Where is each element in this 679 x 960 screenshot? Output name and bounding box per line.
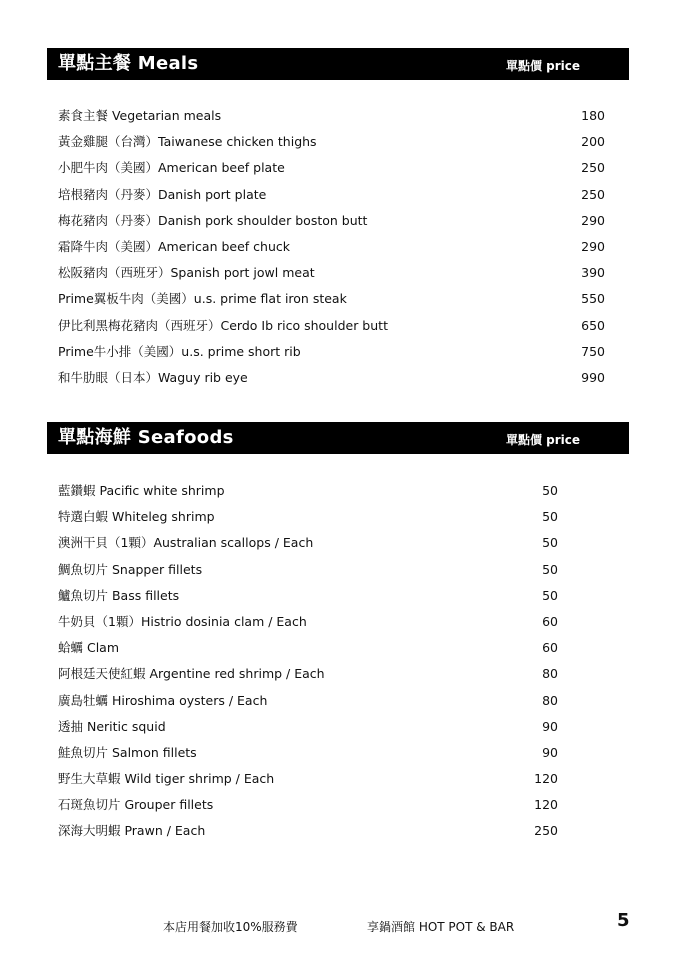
menu-item (47, 316, 629, 342)
menu-item (47, 237, 629, 263)
item-price: 550 (581, 291, 605, 307)
item-name: Prime翼板牛肉（美國）u.s. prime flat iron steak (58, 291, 347, 307)
item-price: 250 (534, 823, 558, 839)
item-price: 60 (542, 613, 558, 629)
item-name: 藍鑽蝦 Pacific white shrimp (58, 483, 225, 498)
menu-item (47, 743, 629, 769)
item-price: 50 (542, 535, 558, 551)
menu-item (47, 638, 629, 664)
item-name: 深海大明蝦 Prawn / Each (58, 823, 206, 839)
seafoods-title: 單點海鮮 Seafoods (58, 427, 234, 448)
item-name: 透抽 Neritic squid (58, 718, 166, 734)
item-name: Prime牛小排（美國）u.s. prime short rib (58, 343, 301, 359)
menu-item (47, 795, 629, 821)
item-name: 廣島牡蠣 Hiroshima oysters / Each (58, 692, 268, 708)
meals-title: 單點主餐 Meals (58, 53, 199, 74)
menu-item (47, 158, 629, 184)
item-price: 120 (534, 797, 558, 813)
menu-item (47, 586, 629, 612)
item-price: 650 (581, 317, 605, 333)
menu-item (47, 481, 629, 507)
item-name: 小肥牛肉（美國）American beef plate (58, 160, 285, 176)
menu-item (47, 211, 629, 237)
item-name: 蛤蠣 Clam (58, 640, 120, 656)
item-price: 50 (542, 483, 558, 498)
restaurant-brand: 享鍋酒館 HOT POT & BAR (367, 920, 515, 934)
menu-item (47, 612, 629, 638)
menu-item (47, 691, 629, 717)
meals-price-label: 單點價 price (506, 59, 581, 73)
item-name: 鱸魚切片 Bass fillets (58, 587, 180, 603)
item-price: 50 (542, 509, 558, 525)
item-name: 霜降牛肉（美國）American beef chuck (58, 238, 290, 254)
item-name: 鮭魚切片 Salmon fillets (58, 744, 197, 760)
item-price: 990 (581, 369, 605, 385)
menu-item (47, 769, 629, 795)
item-name: 石斑魚切片 Grouper fillets (58, 797, 214, 813)
seafoods-section (47, 422, 629, 839)
menu-item (47, 717, 629, 743)
item-price: 120 (534, 771, 558, 787)
menu-item (47, 821, 629, 847)
seafoods-price-label: 單點價 price (506, 433, 581, 447)
menu-item (47, 368, 629, 394)
item-price: 250 (581, 186, 605, 202)
menu-item (47, 289, 629, 315)
seafoods-list (47, 481, 629, 848)
item-price: 50 (542, 561, 558, 577)
item-price: 90 (542, 744, 558, 760)
item-price: 290 (581, 212, 605, 228)
item-name: 伊比利黑梅花豬肉（西班牙）Cerdo Ib rico shoulder butt (58, 317, 388, 333)
item-name: 牛奶貝（1顆）Histrio dosinia clam / Each (58, 613, 307, 629)
menu-item (47, 106, 629, 132)
item-price: 180 (581, 108, 605, 123)
seafoods-header (47, 422, 629, 454)
item-name: 野生大草蝦 Wild tiger shrimp / Each (58, 771, 275, 787)
item-name: 素食主餐 Vegetarian meals (58, 108, 222, 123)
item-price: 200 (581, 134, 605, 150)
menu-item (47, 664, 629, 690)
service-charge-note: 本店用餐加收10%服務費 (163, 920, 298, 934)
item-price: 390 (581, 265, 605, 281)
item-price: 80 (542, 666, 558, 682)
item-name: 黃金雞腿（台灣）Taiwanese chicken thighs (58, 134, 317, 150)
item-name: 梅花豬肉（丹麥）Danish pork shoulder boston butt (58, 212, 368, 228)
meals-header (47, 48, 629, 80)
item-price: 290 (581, 238, 605, 254)
meals-list (47, 106, 629, 394)
item-name: 特選白蝦 Whiteleg shrimp (58, 509, 215, 525)
item-price: 250 (581, 160, 605, 176)
menu-item (47, 132, 629, 158)
item-name: 鯛魚切片 Snapper fillets (58, 561, 203, 577)
item-price: 90 (542, 718, 558, 734)
menu-item (47, 263, 629, 289)
meals-section (47, 48, 629, 385)
item-price: 60 (542, 640, 558, 656)
item-price: 750 (581, 343, 605, 359)
item-name: 澳洲干貝（1顆）Australian scallops / Each (58, 535, 314, 551)
item-name: 和牛肋眼（日本）Waguy rib eye (58, 369, 248, 385)
menu-item (47, 560, 629, 586)
item-price: 50 (542, 587, 558, 603)
item-name: 培根豬肉（丹麥）Danish port plate (58, 186, 267, 202)
menu-item (47, 342, 629, 368)
menu-item (47, 533, 629, 559)
menu-item (47, 507, 629, 533)
item-name: 松阪豬肉（西班牙）Spanish port jowl meat (58, 265, 315, 281)
item-price: 80 (542, 692, 558, 708)
item-name: 阿根廷天使紅蝦 Argentine red shrimp / Each (58, 666, 325, 682)
page-number: 5 (617, 910, 630, 931)
menu-item (47, 185, 629, 211)
